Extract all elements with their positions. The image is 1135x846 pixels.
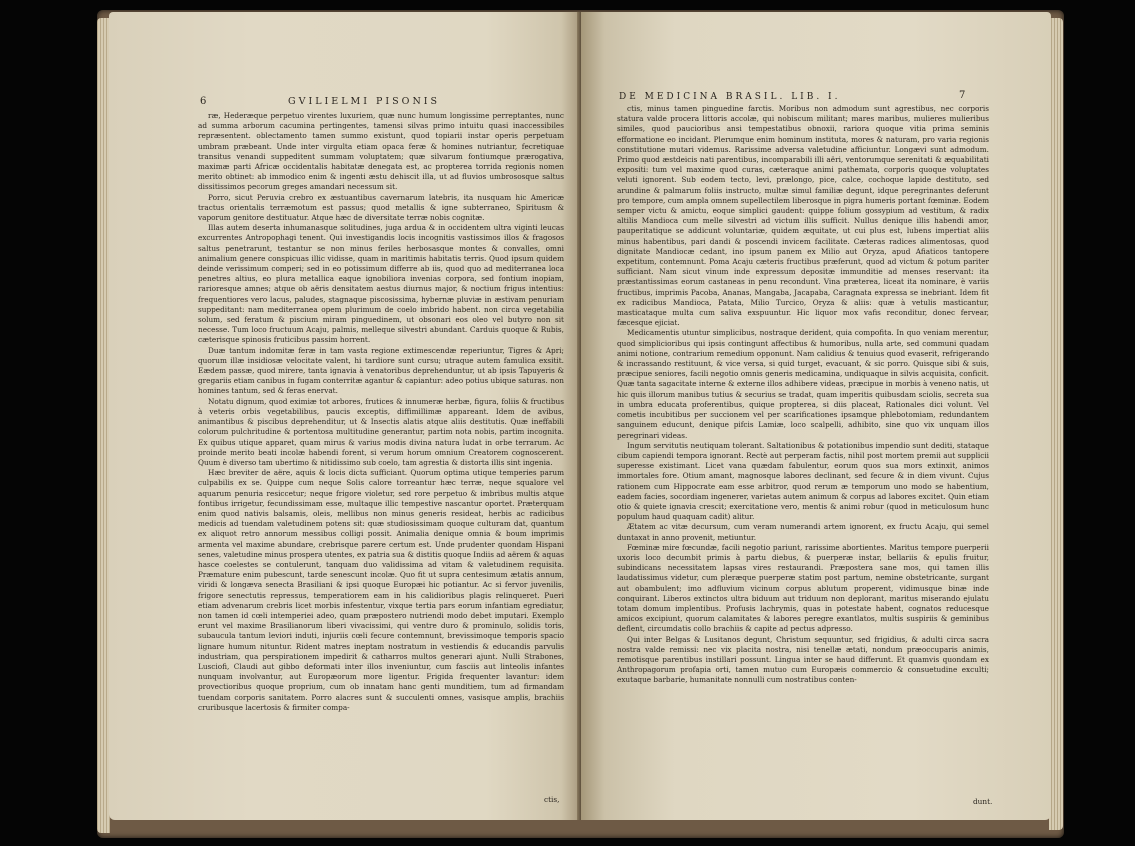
right-body-text (617, 104, 989, 794)
paragraph: ctis, minus tamen pinguedine farctis. Moribus non admodum sunt agrestibus, nec corporis statura valde procera littoris accolæ, qui nobiscum militant; mares maribus, mulieres mulieribus similes, quod paucioribus ansi tempestatibus obnoxii, rariora quoque vitia prima seminis efformatione eo incidant. Plerumque enim hominum instituta, mores & naturam, pro varia regionis constitutione mutari videmus. Rarissime adversa valetudine afficiuntur. Longævi sunt admodum. Primo quod æstdeicis nati parentibus, incomparabili illi aëri, ventorumque serenitati & æquabilitati expositi: tum vel maxime quod curas, cæteraque animi pathemata, corporis quoque voluptates veluti ignorent. Sub eodem tecto, levi, prælongo, pice, calce, cochoque lapide destituto, sed arundine & palmarum foliis instructo, multæ simul familiæ degunt, idque peregrinantes deferunt pro tempore, cum ampla omnem supellectilem liberosque in pigra humeris portant fœminæ. Eodem semper victu & amictu, eoque simplici gaudent: quippe folium gossypium ad vestitum, & radix altilis Mandioca cum melle silvestri ad victum illis sufficit. Nullus denique illis habendi amor, pauperitatique se addicunt voluntariæ, quidem æquitate, ut cui plus est, lubens impertiat aliis minus habentibus, pari dandi & poscendi invicem facilitate. Cæteras radices alimentosas, quod dignitate Mandiocæ cedant, ino ipsum panem ex Milio aut Oryza, apud Afiaticos tantopere expetitum, contemnunt. Poma Acaju cæteris fructibus præferunt, quod ad victum & potum pariter sufficiant. Nam sicut vinum inde expressum depositæ immunditie ad menses reservant: ita præstantissimas eorum castaneas in penu recondunt. Vina præterea, liceat ita nominare, è variis fructibus, imprimis Pacoba, Ananas, Mangaba, Jacapaba, Caragnata expressa se inebriant. Idem fit ex radicibus Mandioca, Patata, Milio Turcico, Oryza & aliis: quæ à vetulis masticantur, masticataque multa cum saliva exspuuntur. Hic liquor mox vafis reconditur, donec fervear, fæcesque ejiciat. (617, 104, 989, 328)
left-running-head: GVILIELMI PISONIS (288, 96, 441, 107)
right-page-number: 7 (959, 90, 966, 101)
left-body-text (198, 111, 564, 801)
paragraph: Medicamentis utuntur simplicibus, nostraque derident, quia compofita. In quo veniam merentur, quod simplicioribus qui ipsis contingunt affectibus & humoribus, nulla arte, sed communi quadam animi notione, contrarium remedium opponunt. Nam calidius & tenuius quod evaserit, refrigerando & incrassando restituunt, & vice versa, si quid turget, evacuant, & sic porro. Quisque sibi & suis, præcipue seniores, facili negotio omnis generis medicamina, undiquaque in silvis acquisita, conficit. Quæ tanta sagacitate interne & externe illos adhibere videas, præcipue in morbis à veneno natis, ut hic quis illorum manibus tutius & securius se tradat, quam imperitis quibusdam sciolis, secreta sua in umbra educata proferentibus, quique propterea, si diis placeat, Rationales dici volunt. Vel cometis incubitibus per succionem vel per scarificationes ipsamque phlebotomiam, redundantem sanguinem educunt, denique pifcis Lamiæ, loco scalpelli, adhibito, sine quo vix unquam illos peregrinari videas. (617, 328, 989, 440)
paragraph: Ingum servitutis neutiquam tolerant. Saltationibus & potationibus impendio sunt dediti, stataque cibum capiendi tempora ignorant. Rectè aut perperam factis, nihil post mortem premii aut supplicii superesse existimant. Licet vana quædam fabulentur, eorum quos sua mors extinxit, animos immortales fore. Otium amant, magnosque labores declinant, sed fecure & in diem vivunt. Cujus rationem cum Hippocrate eam esse arbitror, quod rerum æ temporum uno modo se habentium, eadem facies, socordiam ingenerer, varietas autem animum & corpus ad labores excitet. Quin etiam otio & quiete ignavia crescit; exercitatione vero, mentis & animi robur (quod in meticulosum hunc populum haud quaquam cadit) alitur. (617, 440, 989, 522)
paragraph: Duæ tantum indomitæ feræ in tam vasta regione extimescendæ reperiuntur, Tigres & Apri; quorum illæ insidiosæ velocitate valent, hi tardiore sunt cursu; utraque autem famulica exsitit. Eædem passæ, quod mirere, tanta ignavia à venatoribus deprehenduntur, ut ab ipsis Tapuyeris & gregariis etiam canibus in fugam conterritæ agantur & capiantur: adeo potius ubique saturas. non homines tantum, sed & feras enervat. (198, 345, 564, 396)
right-catchword: dunt. (973, 797, 993, 806)
paragraph: Hæc breviter de aëre, aquis & locis dicta sufficiant. Quorum optima utique temperies parum culpabilis ex se. Quippe cum neque Solis calore torreantur hæc terræ, neque squalore vel aquarum penuria resiccetur; neque frigore violetur, sed rore perpetuo & imbribus multis atque fontibus irrigetur, fecundissimam esse, multaque illic tempestive nascantur oportet. Præterquam enim quod nativis balsamis, oleis, mellibus non minus generis resideat, herbis ac radicibus medicis ad tuendam valetudinem potens sit: quæ studiosissimam quoque culturam dat, quantum ex aliquot retro annorum messibus colligi possit. Animalia denique omnia & boum imprimis armenta vel maxime abundare, crebrisque parere certum est. Unde prudenter quondam Hispani senes, valetudine minus prospera utentes, ex patria sua & distitis quoque Indiis ad aërem & aquas hasce coelestes se contulerunt, tanquam duo validissima ad vitam & valetudinem requisita. Præmature enim pubescunt, tarde senescunt incolæ. Quo fit ut supra centesimum ætatis annum, viridi & longæva senecta Brasiliani & ipsi quoque Europæi hic potiantur. Ac si fervor juvenilis, frigore senectutis repressus, temperatiorem eam in his calidioribus plagis relinqueret. Pueri etiam advenarum crebris licet morbis infestentur, vixque tertia pars eorum infantiam egrediatur, non tamen id cœli intemperiei adeo, quam præpostero nutriendi modo debet imputari. Exemplo erunt vel maxime Brasilianorum liberi vivacissimi, qui ventre duro & prominulo, solidis toris, subaucula tantum leviori induti, injuriis cœli fecure contemnunt, brevissimoque temporis spacio lignare humum nituntur. Rident matres ineptam nostratum in vestiendis & educandis parvulis industriam, qua perspirationem impedirit & catharros multos generari ajunt. Nulli Strabones, Lusciofi, Claudi aut gibbo deformati inter illos inveniuntur, cum fasciis aut linteolis infantes nunquam involvantur, aut Europæorum more ligentur. Frigida frequenter lavantur: idem provectioribus quoque proprium, cum ob innatam hanc genti munditiem, tum ad firmandam tuendam corporis sanitatem. Porro alacres sunt & succulenti omnes, vasisque amplis, brachiis cruribusque lacertosis & firmiter compa- (198, 468, 564, 712)
paragraph: Porro, sicut Peruvia crebro ex æstuantibus cavernarum latebris, ita nusquam hic Americæ tractus orientalis terræmotum est passus; quod metallis & igne subterraneo, Spiritusm & vaporum genitore destituatur. Atque hæc de diversitate terræ nobis cognitæ. (198, 192, 564, 223)
paragraph: Fœminæ mire fœcundæ, facili negotio pariunt, rarissime abortientes. Maritus tempore puerperii uxoris loco decumbit primis à partu diebus, & puerperæ instar, bellariis & epulis fruitur, subindicans necessitatem lapsas vires restaurandi. Præpostera sane mos, qui tamen illis laudatissimus videtur, cum pleræque puerperæ statim post partum, nemine obstetricante, surgant aut obambulent; imo adfluvium vicinum corpus ablutum properent, vidimusque binæ inde conquirant. Liberos extinctos ultra biduum aut triduum non deplorant, maritus miserando ejulatu totam domum implentibus. Profusis lachrymis, quas in potestate habent, cognatos reducesque amicos excipiunt, quorum calamitates & labores peregre exantlatos, multis suspiriis & geminibus deflent, circumdatis collo brachiis & capite ad pectus adpresso. (617, 542, 989, 634)
paragraph: Qui inter Belgas & Lusitanos degunt, Christum sequuntur, sed frigidius, & adulti circa sacra nostra valde remissi: nec vix placita nostra, nisi tenellæ ætati, nondum præoccuparis animis, remotisque parentibus instillari possunt. Lingua inter se haud differunt. Et quamvis quondam ex Anthropagorum profapia orti, tamen mutuo cum Europæis commercio & consuetudine exculti; exutaque barbarie, humanitate nonnulli cum nostratibus conten- (617, 634, 989, 685)
paragraph: Illas autem deserta inhumanasque solitudines, juga ardua & in occidentem ultra viginti leucas excurrentes Antropophagi tenent. Qui investigandis locis incognitis vastissimos illos & fragosos saltus penetrarunt, testantur se non minus feriles herbosasque montes & convalles, omni animalium genere conspicuas illic vidisse, quam in maritimis habitatis terris. Quod ipsum quidem deinde verissimum comperi; sed in eo potissimum differre ab iis, quod quo ad mediterranea loca penetres altius, eo plura metallica eaque ignobiliora invenias corpora, sed fontium inopiam, rarioresque amnes; atque ob aëris densitatem aestus diurnus major, & noctium frigus intentius: frequentiores vero lacus, paludes, stagnaque piscosissima, hybernæ pluviæ in æstivam penuriam suppeditant: nam mediterranea opem plurimum de coelo imbrido habent. non circa vegetabilia solum, sed feratum & piscium miram pinguedinem, ut obsonari eos oleo vel butyro non sit necesse. Tum loco fructuum Acaju, palmis, melleque silvestri abundant. Carduis quoque & Rubis, cæterisque spinosis fruticibus passim horrent. (198, 223, 564, 345)
left-catchword: ctis, (544, 795, 560, 804)
paragraph: ræ, Hederæque perpetuo virentes luxuriem, quæ nunc humum longissime perreptantes, nunc ad summa arborum cacumina pertingentes, tamensi silvas primo intuitu quasi inaccessibiles repræsentent. oblectamento tamen summo existunt, quod topiarii instar operis perpetuam umbram præbeant. Unde inter virgulta etiam opaca feræ & homines nutriantur, fecretiquae transitus venandi suppeditent summam voluptatem; quæ silvarum fontiumque prærogativa, maximæ parti Africæ occidentalis habitatæ denegata est, ac propterea torrida regionis nomen merito obtinet: ab immodico enim & ingenti æstu dehiscit illa, ut ad fluvios umbrososque saltus dissitissimos pecorum greges amandari necessum sit. (198, 111, 564, 192)
left-page (109, 12, 580, 820)
right-running-head: DE MEDICINA BRASIL. LIB. I. (619, 92, 841, 102)
paragraph: Ætatem ac vitæ decursum, cum veram numerandi artem ignorent, ex fructu Acaju, qui semel duntaxat in anno provenit, metiuntur. (617, 522, 989, 542)
right-page (581, 12, 1051, 820)
paragraph: Notatu dignum, quod eximiæ tot arbores, frutices & innumeræ herbæ, figura, foliis & fructibus à veteris orbis vegetabilibus, paucis exceptis, diffimillimæ appareant. Idem de avibus, animantibus & piscibus deprehenditur, ut & Insectis alatis atque aliis destitutis. Quæ ineffabili colorum pulchritudine & portentosa multitudine generantur, partim nota nobis, partim incognita. Ex quibus utique apparet, quam mirus & varius modis divina natura ludat in orbe terrarum. Ac proinde merito beati incolæ habendi forent, si verum horum omnium Creatorem cognoscerent. Quum è diverso tam ubertimo & nitidissimo sub coelo, tam agrestia & distorta illis sint ingenia. (198, 396, 564, 467)
left-page-number: 6 (200, 96, 207, 107)
right-page-edges (1049, 18, 1063, 830)
